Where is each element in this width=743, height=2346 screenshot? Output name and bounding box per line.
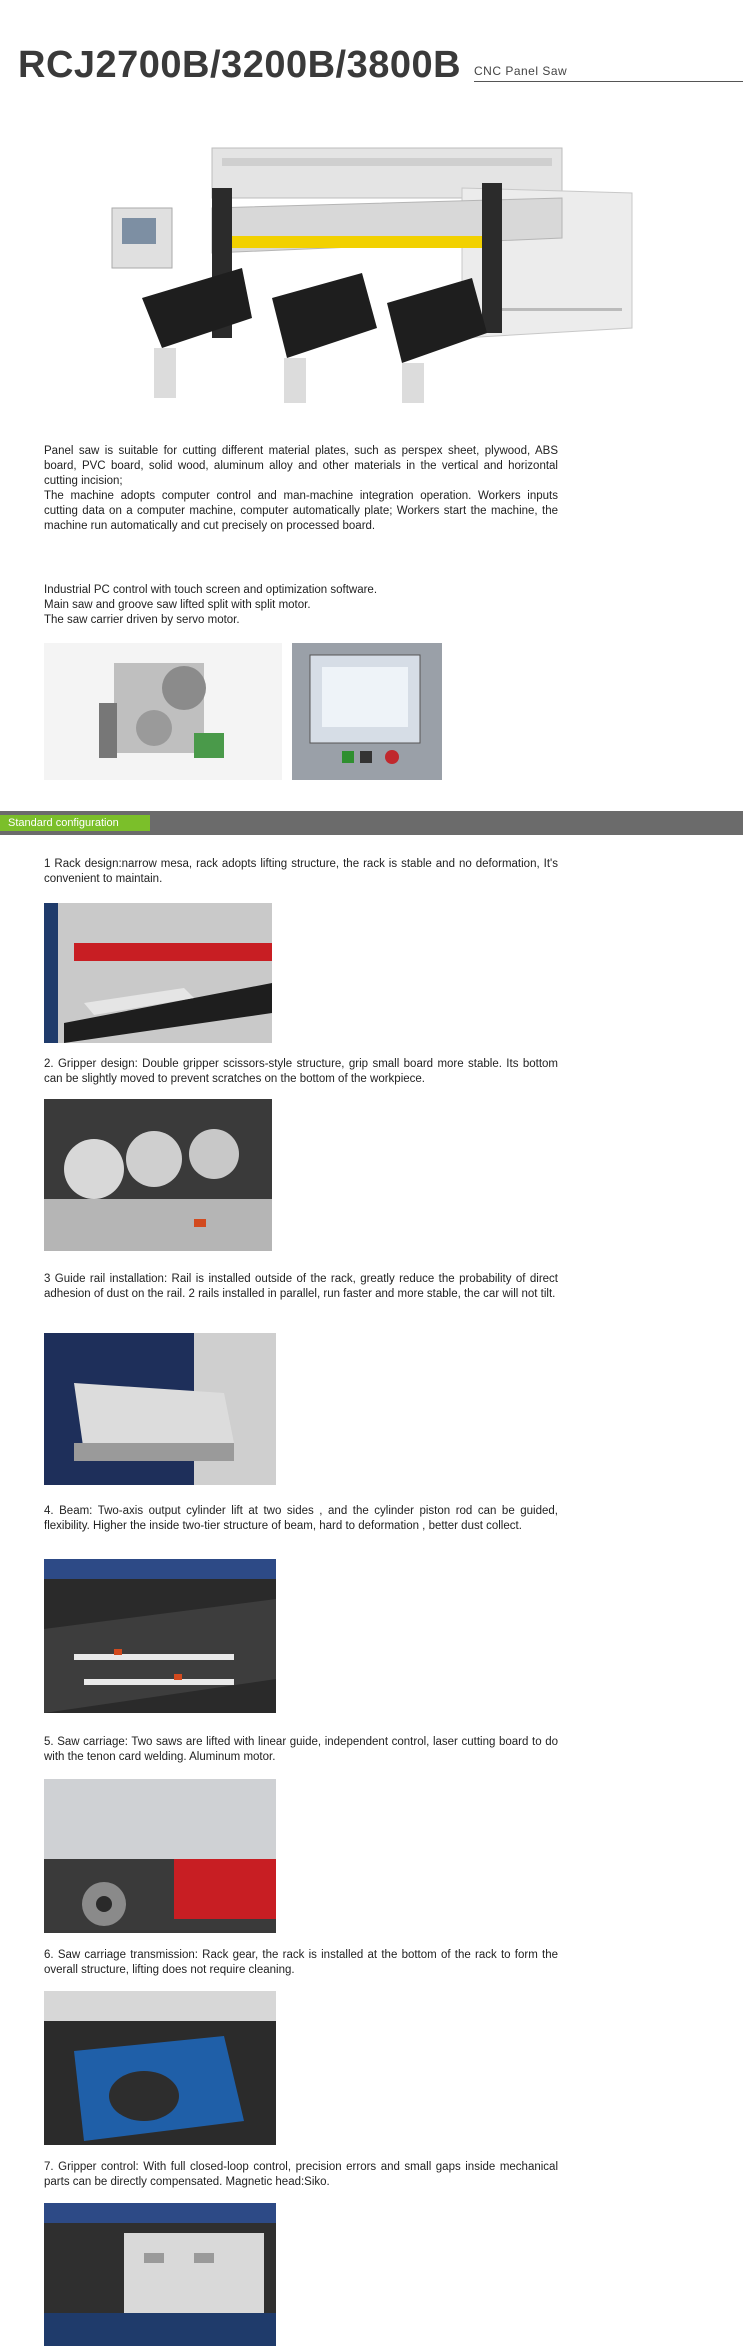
- item-text: [44, 1272, 558, 1302]
- machine-main-image: [102, 128, 642, 408]
- intro-text: [44, 444, 558, 534]
- item-5-text: 5. Saw carriage: Two saws are lifted with linear guide, independent control, laser cutting board to do with the tenon card welding. Aluminum motor.: [44, 1736, 558, 1763]
- item-text: [44, 1057, 558, 1087]
- feature-line: The saw carrier driven by servo motor.: [44, 614, 240, 626]
- gripper-design-image: [44, 1099, 272, 1251]
- item-1-text: 1 Rack design:narrow mesa, rack adopts lifting structure, the rack is stable and no deformation, It's convenient to maintain.: [44, 858, 558, 885]
- title-underline: [474, 81, 743, 82]
- item-3-text: 3 Guide rail installation: Rail is installed outside of the rack, greatly reduce the probability of direct adhesion of dust on the rail. 2 rails installed in parallel, run faster and more stable, the car will not tilt.: [44, 1273, 558, 1300]
- rack-design-image: [44, 903, 272, 1043]
- gripper-control-image: [44, 2203, 276, 2346]
- section-band: [0, 811, 743, 835]
- guide-rail-image: [44, 1333, 276, 1485]
- features-text: [44, 583, 558, 628]
- feature-line: Industrial PC control with touch screen and optimization software.: [44, 584, 378, 596]
- page-subtitle: CNC Panel Saw: [474, 64, 568, 78]
- saw-motor-image: [44, 643, 282, 780]
- intro-line: Panel saw is suitable for cutting different material plates, such as perspex sheet, plywood, ABS board, PVC board, solid wood, aluminum alloy and other materials in the vertical and horizontal cutting incision;: [44, 445, 558, 487]
- feature-line: Main saw and groove saw lifted split with split motor.: [44, 599, 311, 611]
- item-text: [44, 1504, 558, 1534]
- touch-screen-image: [292, 643, 442, 780]
- transmission-image: [44, 1991, 276, 2145]
- beam-image: [44, 1559, 276, 1713]
- item-2-text: 2. Gripper design: Double gripper scissors-style structure, grip small board more stable. Its bottom can be slightly moved to prevent scratches on the bottom of the workpiece.: [44, 1058, 558, 1085]
- saw-carriage-image: [44, 1779, 276, 1933]
- item-text: [44, 1948, 558, 1978]
- item-7-text: 7. Gripper control: With full closed-loop control, precision errors and small gaps inside mechanical parts can be directly compensated. Magnetic head:Siko.: [44, 2161, 558, 2188]
- page-title: RCJ2700B/3200B/3800B: [18, 44, 462, 86]
- section-title: Standard configuration: [0, 815, 150, 831]
- title-row: [18, 44, 743, 90]
- item-text: [44, 1735, 558, 1765]
- item-text: [44, 857, 558, 887]
- item-4-text: 4. Beam: Two-axis output cylinder lift at two sides , and the cylinder piston rod can be guided, flexibility. Higher the inside two-tier structure of beam, hard to deformation , better dust collect.: [44, 1505, 558, 1532]
- item-text: [44, 2160, 558, 2190]
- item-6-text: 6. Saw carriage transmission: Rack gear, the rack is installed at the bottom of the rack to form the overall structure, lifting does not require cleaning.: [44, 1949, 558, 1976]
- intro-line: The machine adopts computer control and man-machine integration operation. Workers inputs cutting data on a computer machine, computer automatically plate; Workers start the machine, the machine run automatically and cut precisely on processed board.: [44, 490, 558, 532]
